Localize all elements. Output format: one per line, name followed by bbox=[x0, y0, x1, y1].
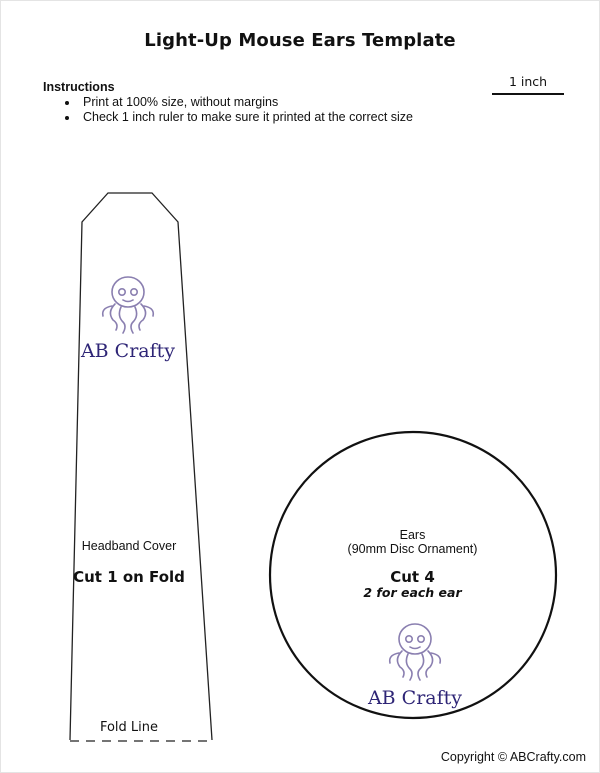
ears-label-line2: (90mm Disc Ornament) bbox=[347, 542, 478, 556]
octopus-icon bbox=[93, 270, 163, 340]
page-title: Light-Up Mouse Ears Template bbox=[144, 30, 456, 51]
headband-cut-instruction: Cut 1 on Fold bbox=[73, 568, 185, 586]
instructions-heading: Instructions bbox=[43, 80, 115, 94]
fold-line-label: Fold Line bbox=[99, 720, 159, 735]
ears-label-line1: Ears bbox=[399, 528, 426, 542]
ears-label bbox=[300, 528, 525, 556]
logo-text: AB Crafty bbox=[367, 687, 463, 709]
logo-headband bbox=[68, 270, 188, 361]
headband-label: Headband Cover bbox=[81, 539, 177, 553]
ruler-label: 1 inch bbox=[508, 74, 548, 89]
octopus-icon bbox=[380, 617, 450, 687]
instruction-item: • Check 1 inch ruler to make sure it printed at the correct size bbox=[79, 110, 413, 125]
copyright-text: Copyright © ABCrafty.com bbox=[440, 750, 586, 764]
ears-cut-instruction: Cut 4 bbox=[390, 568, 435, 586]
logo-text: AB Crafty bbox=[80, 340, 176, 362]
instruction-item: • Print at 100% size, without margins bbox=[79, 95, 413, 110]
logo-ears bbox=[355, 617, 475, 708]
ears-cut-note: 2 for each ear bbox=[363, 585, 462, 600]
